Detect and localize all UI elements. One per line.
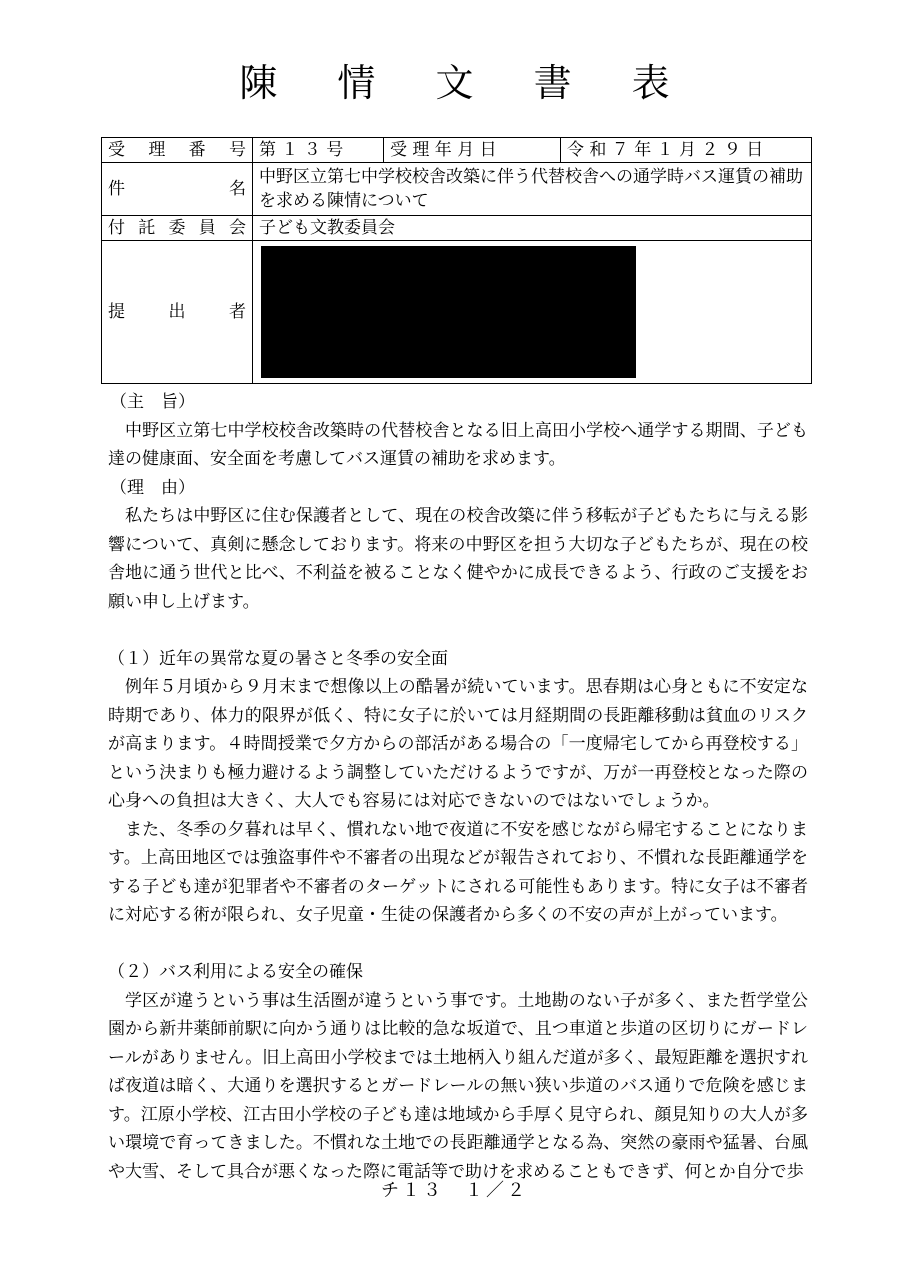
- committee-label: 付 託 委 員 会: [102, 216, 253, 241]
- document-title: 陳 情 文 書 表: [239, 61, 694, 105]
- page-footer: チ１３ １／２: [381, 1180, 528, 1201]
- receipt-number-value: 第 １ ３ 号: [253, 138, 384, 163]
- subject-value: 中野区立第七中学校校舎改築に伴う代替校舎への通学時バス運賃の補助を求める陳情について: [253, 163, 812, 216]
- purpose-heading: （主 旨）: [110, 392, 195, 412]
- redaction-block: [261, 246, 636, 378]
- committee-value: 子ども文教委員会: [253, 216, 812, 241]
- document-body: [108, 388, 808, 1186]
- section2-heading: （２）バス利用による安全の確保: [108, 962, 363, 982]
- receipt-number-label: 受 理 番 号: [102, 138, 253, 163]
- committee-row: [102, 216, 812, 241]
- subject-label: 件 名: [102, 163, 253, 216]
- submitter-cell: [253, 241, 812, 384]
- spacer: [108, 930, 808, 959]
- submitter-label: 提 出 者: [102, 241, 253, 384]
- receipt-date-value: 令 和 ７ 年 １ 月 ２ ９ 日: [561, 138, 812, 163]
- section1-paragraph-2: また、冬季の夕暮れは早く、慣れない地で夜道に不安を感じながら帰宅することになります。上高田地区では強盗事件や不審者の出現などが報告されており、不慣れな長距離通学をする子ども達が犯罪者や不審者のターゲットにされる可能性もあります。特に女子は不審者に対応する術が限られ、女子児童・生徒の保護者から多くの不安の声が上がっています。: [108, 819, 808, 925]
- section2-paragraph-1: 学区が違うという事は生活圏が違うという事です。土地勘のない子が多く、また哲学堂公園から新井薬師前駅に向かう通りは比較的急な坂道で、且つ車道と歩道の区切りにガードレールがありません。旧上高田小学校までは土地柄入り組んだ道が多く、最短距離を選択すれば夜道は暗く、大通りを選択するとガードレールの無い狭い歩道のバス通りで危険を感じます。江原小学校、江古田小学校の子ども達は地域から手厚く見守られ、顔見知りの大人が多い環境で育ってきました。不慣れな土地での長距離通学となる為、突然の豪雨や猛暑、台風や大雪、そして具合が悪くなった際に電話等で助けを求めることもできず、何とか自分で歩: [108, 990, 808, 1182]
- subject-row: [102, 163, 812, 216]
- section1-heading: （１）近年の異常な夏の暑さと冬季の安全面: [108, 648, 448, 669]
- header-table: [101, 137, 812, 384]
- reason-text: 私たちは中野区に住む保護者として、現在の校舎改築に伴う移転が子どもたちに与える影響について、真剣に懸念しております。将来の中野区を担う大切な子どもたちが、現在の校舎地に通う世代と比べ、不利益を被ることなく健やかに成長できるよう、行政のご支援をお願い申し上げます。: [108, 506, 808, 612]
- reason-heading: （理 由）: [110, 477, 195, 498]
- receipt-date-label: 受 理 年 月 日: [384, 138, 561, 163]
- purpose-text: 中野区立第七中学校校舎改築時の代替校舎となる旧上高田小学校へ通学する期間、子ども達の健康面、安全面を考慮してバス運賃の補助を求めます。: [108, 420, 808, 469]
- receipt-row: [102, 138, 812, 163]
- spacer: [108, 616, 808, 645]
- section1-paragraph-1: 例年５月頃から９月末まで想像以上の酷暑が続いています。思春期は心身ともに不安定な時期であり、体力的限界が低く、特に女子に於いては月経期間の長距離移動は貧血のリスクが高まります。４時間授業で夕方からの部活がある場合の「一度帰宅してから再登校する」という決まりも極力避けるよう調整していただけるようですが、万が一再登校となった際の心身への負担は大きく、大人でも容易には対応できないのではないでしょうか。: [108, 677, 808, 811]
- submitter-row: [102, 241, 812, 384]
